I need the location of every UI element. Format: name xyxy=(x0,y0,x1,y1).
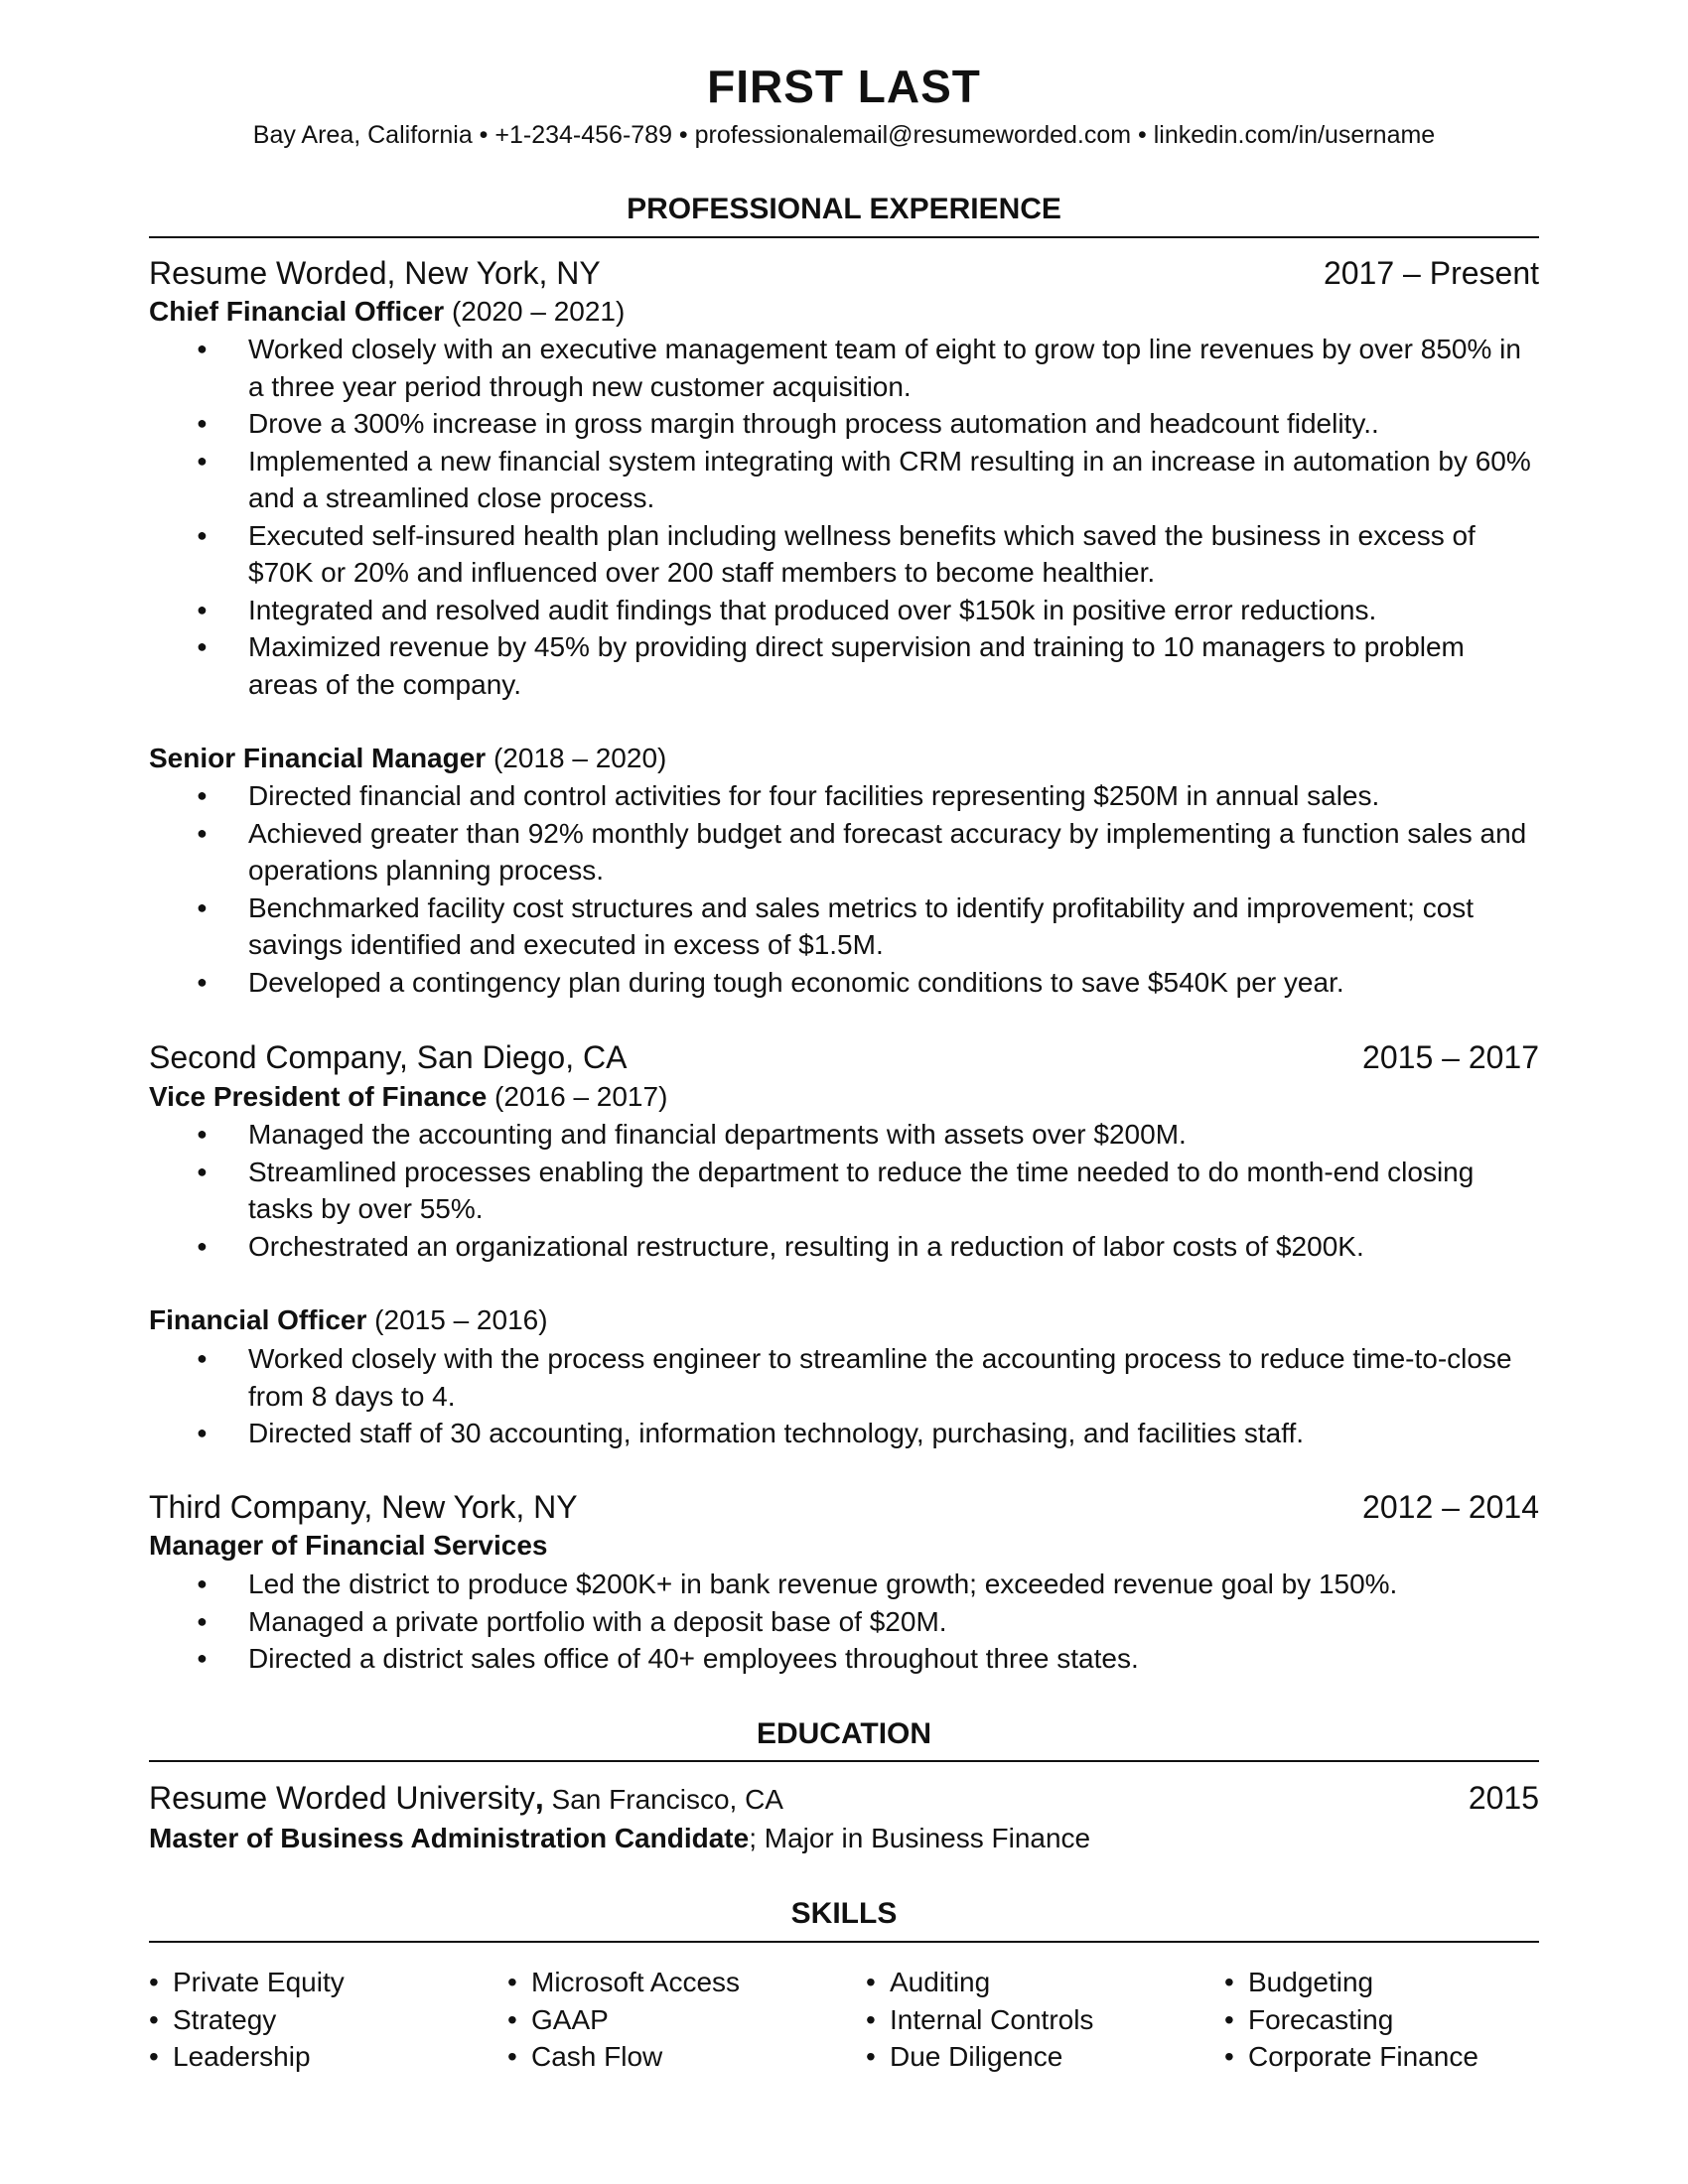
bullet-item: ● Led the district to produce $200K+ in bank revenue growth; exceeded revenue goal by 150%. xyxy=(149,1566,1539,1603)
role-period: (2015 – 2016) xyxy=(366,1304,548,1335)
bullet-item: ● Developed a contingency plan during tough economic conditions to save $540K per year. xyxy=(149,964,1539,1002)
company-dates: 2012 – 2014 xyxy=(1362,1489,1539,1525)
bullet-item: ● Directed financial and control activities for four facilities representing $250M in annual sales. xyxy=(149,777,1539,815)
school-comma: , xyxy=(534,1780,544,1816)
section-title-skills: SKILLS xyxy=(790,1897,898,1930)
skills-column xyxy=(507,1964,865,2076)
degree-major: ; Major in Business Finance xyxy=(749,1823,1091,1853)
company-dates: 2015 – 2017 xyxy=(1362,1039,1539,1075)
role-name: Financial Officer xyxy=(149,1304,367,1335)
bullet-item: ● Integrated and resolved audit findings that produced over $150k in positive error reductions. xyxy=(149,592,1539,629)
skill-item: • Auditing xyxy=(866,1964,1223,2001)
skill-item: • Strategy xyxy=(149,2001,506,2039)
bullet-item: ● Implemented a new financial system integrating with CRM resulting in an increase in automation by 60% and a streamlined close process. xyxy=(149,443,1539,517)
skill-item: • Microsoft Access xyxy=(507,1964,865,2001)
bullet-item: ● Streamlined processes enabling the department to reduce the time needed to do month-end closing tasks by over 55%. xyxy=(149,1154,1539,1228)
skill-item: • Private Equity xyxy=(149,1964,506,2001)
bullet-item: ● Drove a 300% increase in gross margin through process automation and headcount fidelity.. xyxy=(149,405,1539,443)
role-title xyxy=(149,1304,548,1336)
company-name: Resume Worded, New York, NY xyxy=(149,255,601,291)
school-location: San Francisco, CA xyxy=(543,1784,783,1815)
bullet-item: ● Benchmarked facility cost structures and sales metrics to identify profitability and improvement; cost savings identified and executed in excess of $1.5M. xyxy=(149,889,1539,964)
skills-column xyxy=(149,1964,506,2076)
role-period: (2018 – 2020) xyxy=(486,743,667,773)
bullet-item: ● Worked closely with the process engineer to streamline the accounting process to reduce time-to-close from 8 days to 4. xyxy=(149,1340,1539,1415)
bullet-item: ● Directed staff of 30 accounting, information technology, purchasing, and facilities staff. xyxy=(149,1415,1539,1452)
skill-item: • Internal Controls xyxy=(866,2001,1223,2039)
skills-column xyxy=(866,1964,1223,2076)
company-name: Second Company, San Diego, CA xyxy=(149,1039,628,1075)
skill-item: • Cash Flow xyxy=(507,2038,865,2076)
section-title-experience: PROFESSIONAL EXPERIENCE xyxy=(627,193,1061,225)
degree-name: Master of Business Administration Candidate xyxy=(149,1823,750,1853)
role-title xyxy=(149,1530,548,1562)
bullet-list xyxy=(149,777,1539,1001)
graduation-year: 2015 xyxy=(1468,1780,1539,1816)
contact-line: Bay Area, California • +1-234-456-789 • professionalemail@resumeworded.com • linkedin.com/in/username xyxy=(252,121,1436,149)
role-name: Manager of Financial Services xyxy=(149,1530,548,1561)
role-name: Senior Financial Manager xyxy=(149,743,487,773)
section-divider xyxy=(149,1941,1539,1943)
role-period: (2020 – 2021) xyxy=(444,296,626,327)
bullet-item: ● Directed a district sales office of 40+ employees throughout three states. xyxy=(149,1640,1539,1678)
section-title-education: EDUCATION xyxy=(756,1717,932,1750)
bullet-list xyxy=(149,331,1539,703)
role-name: Vice President of Finance xyxy=(149,1081,488,1112)
school-name: Resume Worded University xyxy=(149,1780,535,1816)
bullet-item: ● Worked closely with an executive management team of eight to grow top line revenues by over 850% in a three year period through new customer acquisition. xyxy=(149,331,1539,405)
company-header xyxy=(149,255,1539,293)
role-period: (2016 – 2017) xyxy=(487,1081,668,1112)
bullet-item: ● Achieved greater than 92% monthly budget and forecast accuracy by implementing a function sales and operations planning process. xyxy=(149,815,1539,889)
company-dates: 2017 – Present xyxy=(1323,255,1539,291)
bullet-list xyxy=(149,1566,1539,1678)
bullet-item: ● Managed a private portfolio with a deposit base of $20M. xyxy=(149,1603,1539,1641)
skill-item: • Leadership xyxy=(149,2038,506,2076)
skill-item: • GAAP xyxy=(507,2001,865,2039)
degree-line xyxy=(149,1823,1090,1854)
role-title xyxy=(149,743,666,774)
bullet-list xyxy=(149,1340,1539,1452)
section-divider xyxy=(149,1760,1539,1762)
bullet-item: ● Maximized revenue by 45% by providing direct supervision and training to 10 managers to problem areas of the company. xyxy=(149,628,1539,703)
role-title xyxy=(149,296,625,328)
school-line xyxy=(149,1780,783,1817)
skills-column xyxy=(1224,1964,1582,2076)
skill-item: • Due Diligence xyxy=(866,2038,1223,2076)
education-header xyxy=(149,1780,1539,1818)
bullet-item: ● Orchestrated an organizational restructure, resulting in a reduction of labor costs of $200K. xyxy=(149,1228,1539,1266)
bullet-list xyxy=(149,1116,1539,1265)
skill-item: • Budgeting xyxy=(1224,1964,1582,2001)
role-title xyxy=(149,1081,667,1113)
company-header xyxy=(149,1489,1539,1527)
candidate-name: FIRST LAST xyxy=(707,61,981,112)
bullet-item: ● Executed self-insured health plan including wellness benefits which saved the business in excess of $70K or 20% and influenced over 200 staff members to become healthier. xyxy=(149,517,1539,592)
skill-item: • Corporate Finance xyxy=(1224,2038,1582,2076)
skill-item: • Forecasting xyxy=(1224,2001,1582,2039)
company-header xyxy=(149,1039,1539,1077)
section-divider xyxy=(149,236,1539,238)
role-name: Chief Financial Officer xyxy=(149,296,445,327)
bullet-item: ● Managed the accounting and financial departments with assets over $200M. xyxy=(149,1116,1539,1154)
company-name: Third Company, New York, NY xyxy=(149,1489,578,1525)
